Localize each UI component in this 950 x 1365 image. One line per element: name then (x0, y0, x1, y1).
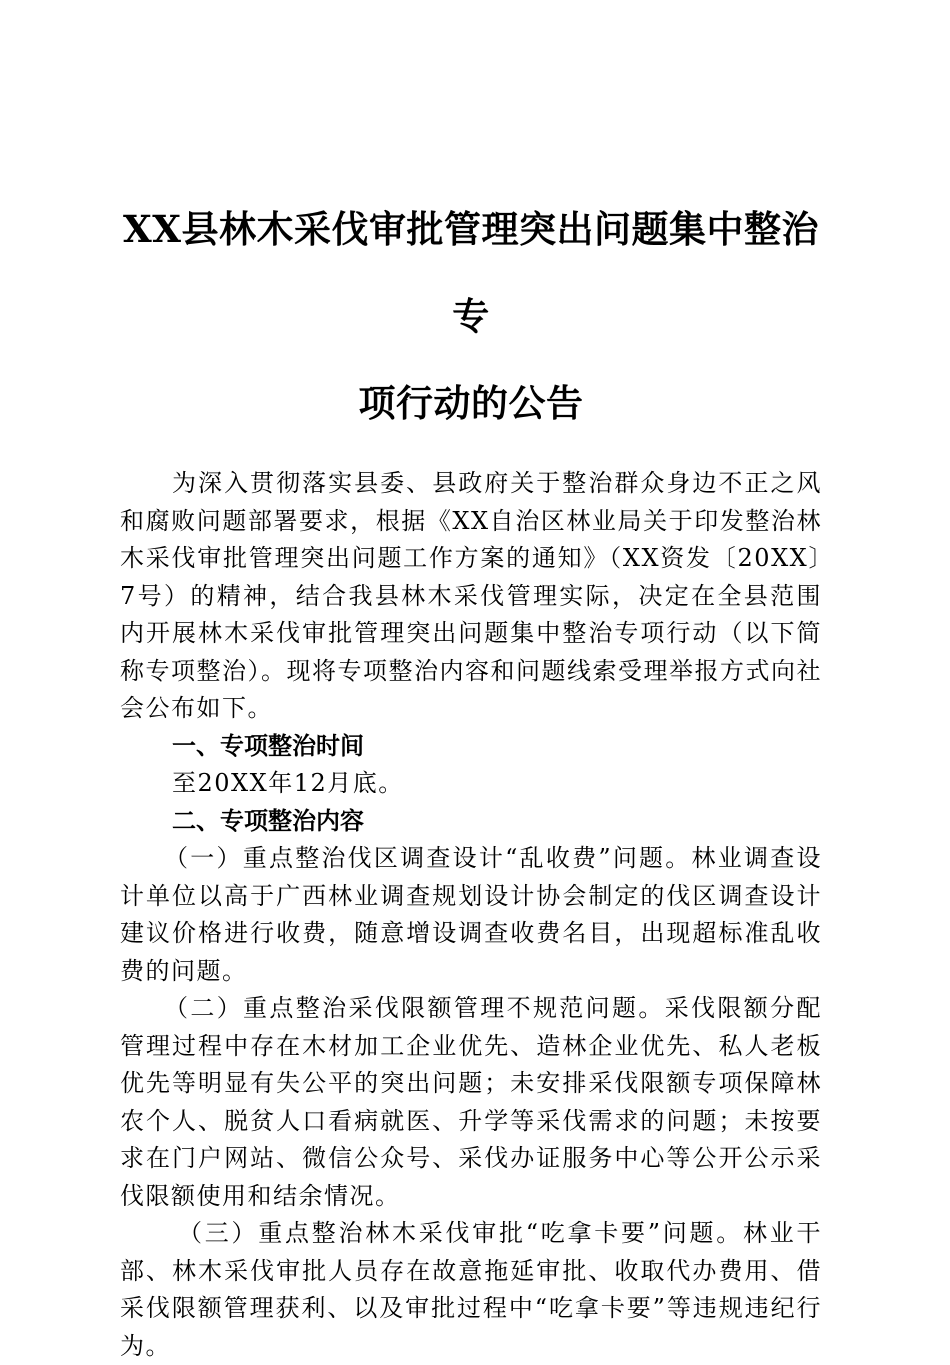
section-2-item-1: （一）重点整治伐区调查设计“乱收费”问题。林业调查设计单位以高于广西林业调查规划设计协会制定的伐区调查设计建议价格进行收费，随意增设调查收费名目，出现超标准乱收费的问题。 (120, 844, 822, 985)
document-title (120, 186, 822, 447)
title-line-1: XX县林木采伐审批管理突出问题集中整治专 (123, 207, 819, 338)
section-2-heading: 二、专项整治内容 (172, 806, 364, 835)
intro-paragraph: 为深入贯彻落实县委、县政府关于整治群众身边不正之风和腐败问题部署要求，根据《XX自治区林业局关于印发整治林木采伐审批管理突出问题工作方案的通知》（XX资发〔20XX〕7号）的精神，结合我县林木采伐管理实际，决定在全县范围内开展林木采伐审批管理突出问题集中整治专项行动（以下简称专项整治）。现将专项整治内容和问题线索受理举报方式向社会公布如下。 (120, 469, 822, 722)
section-2-item-2: （二）重点整治采伐限额管理不规范问题。采伐限额分配管理过程中存在木材加工企业优先、造林企业优先、私人老板优先等明显有失公平的突出问题；未安排采伐限额专项保障林农个人、脱贫人口看病就医、升学等采伐需求的问题；未按要求在门户网站、微信公众号、采伐办证服务中心等公开公示采伐限额使用和结余情况。 (120, 994, 822, 1210)
section-1-heading: 一、专项整治时间 (172, 731, 364, 760)
section-2-item-3: （三）重点整治林木采伐审批“吃拿卡要”问题。林业干部、林木采伐审批人员存在故意拖延审批、收取代办费用、借采伐限额管理获利、以及审批过程中“吃拿卡要”等违规违纪行为。 (120, 1219, 822, 1360)
section-1-text: 至20XX年12月底。 (172, 769, 404, 797)
title-line-2: 项行动的公告 (358, 381, 584, 425)
document-body (120, 465, 822, 1365)
